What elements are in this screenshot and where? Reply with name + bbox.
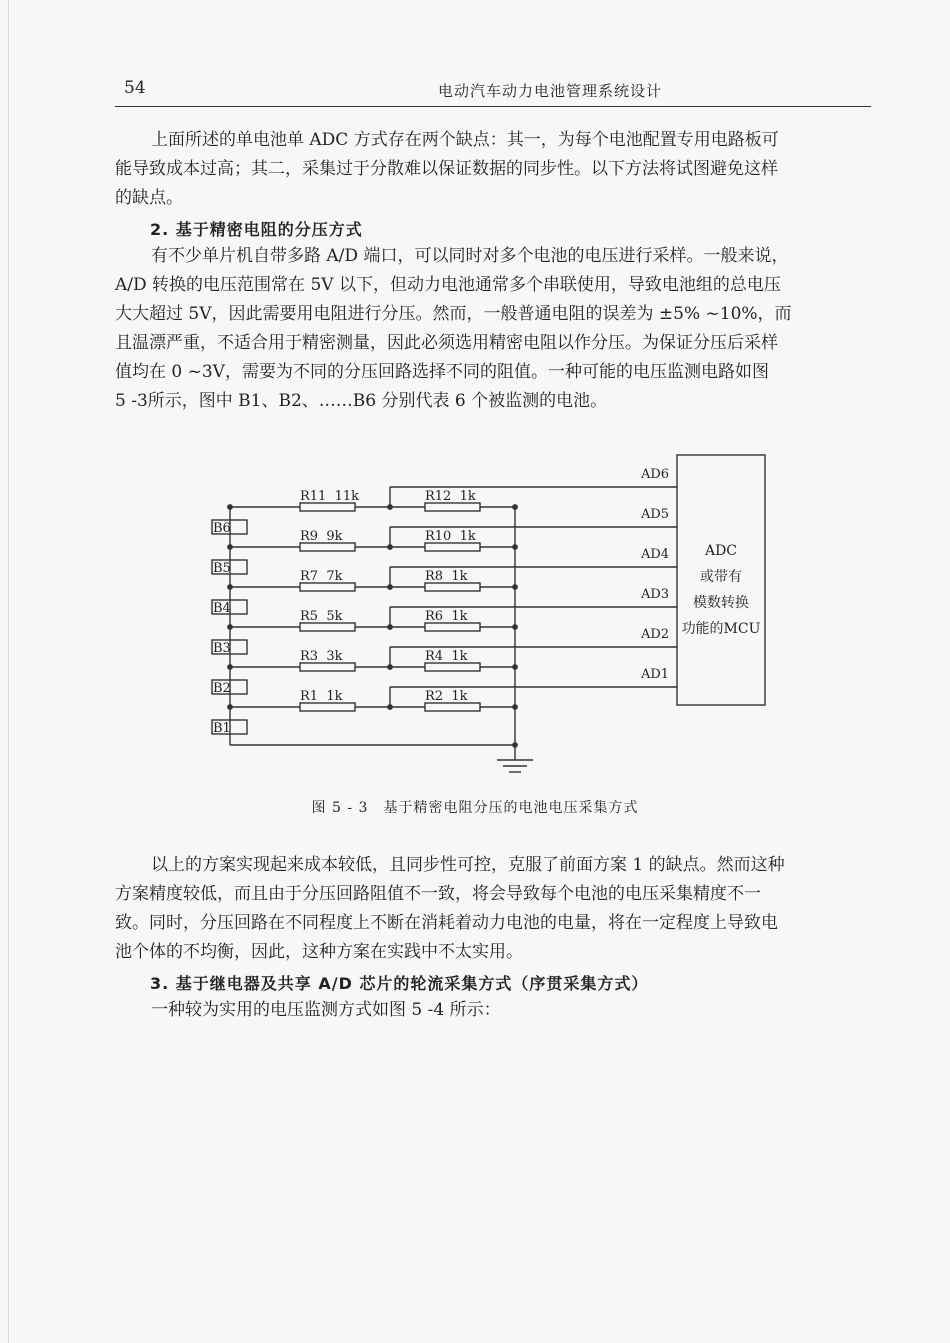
junction-dot [513,705,517,709]
figure-caption: 图 5 - 3 基于精密电阻分压的电池电压采集方式 [311,800,639,816]
junction-dot [228,545,232,549]
mcu-label-2: 或带有 [700,569,742,585]
junction-dot [513,505,517,509]
resistor-symbol [425,543,480,551]
text-line: 上面所述的单电池单 ADC 方式存在两个缺点：其一，为每个电池配置专用电路板可 [151,130,779,150]
junction-dot [513,585,517,589]
resistor-label: R5 5k [300,609,343,624]
page-number: 54 [124,78,146,98]
resistor-symbol [300,543,355,551]
junction-dot [513,625,517,629]
text-line: A/D 转换的电压范围常在 5V 以下，但动力电池通常多个串联使用，导致电池组的总电压 [115,275,781,295]
battery-label: B2 [213,681,231,696]
text-line: 5 -3所示，图中 B1、B2、……B6 分别代表 6 个被监测的电池。 [115,391,608,411]
resistor-label: R3 3k [300,649,343,664]
port-label: AD2 [641,627,670,642]
text-line: 有不少单片机自带多路 A/D 端口，可以同时对多个电池的电压进行采样。一般来说， [151,246,789,266]
mcu-label-3: 模数转换 [693,595,749,611]
resistor-label: R8 1k [425,569,468,584]
battery-label: B6 [213,521,231,536]
text-line: 值均在 0 ~3V，需要为不同的分压回路选择不同的阻值。一种可能的电压监测电路如图 [115,362,769,382]
paragraph-4 [115,996,871,1025]
running-header-title: 电动汽车动力电池管理系统设计 [437,82,662,100]
text-line: 且温漂严重，不适合用于精密测量，因此必须选用精密电阻以作分压。为保证分压后采样 [115,333,778,353]
battery-label: B3 [213,641,231,656]
resistor-symbol [425,503,480,511]
resistor-symbol [425,663,480,671]
resistor-label: R7 7k [300,569,343,584]
junction-dot [513,665,517,669]
resistor-symbol [300,503,355,511]
junction-dot [388,585,392,589]
battery-label: B1 [213,721,231,736]
junction-dot [388,665,392,669]
port-label: AD5 [641,507,670,522]
junction-dot [513,545,517,549]
section-heading-3: 3. 基于继电器及共享 A/D 芯片的轮流采集方式（序贯采集方式） [150,974,649,993]
junction-dot [513,743,517,747]
junction-dot [228,505,232,509]
junction-dot [388,625,392,629]
text-line: 以上的方案实现起来成本较低，且同步性可控，克服了前面方案 1 的缺点。然而这种 [151,855,785,875]
junction-dot [228,625,232,629]
resistor-label: R9 9k [300,529,343,544]
junction-dot [228,585,232,589]
resistor-label: R2 1k [425,689,468,704]
text-line: 一种较为实用的电压监测方式如图 5 -4 所示： [151,1000,501,1020]
resistor-symbol [425,623,480,631]
paragraph-3 [115,851,871,967]
text-line: 能导致成本过高；其二，采集过于分散难以保证数据的同步性。以下方法将试图避免这样 [115,159,778,179]
junction-dot [228,665,232,669]
port-label: AD6 [641,467,670,482]
text-line: 池个体的不均衡，因此，这种方案在实践中不太实用。 [115,942,523,962]
text-line: 的缺点。 [115,188,183,208]
resistor-symbol [300,703,355,711]
mcu-label-4: 功能的MCU [681,621,761,637]
resistor-label: R11 11k [300,489,360,504]
resistor-label: R1 1k [300,689,343,704]
resistor-label: R12 1k [425,489,476,504]
text-line: 方案精度较低，而且由于分压回路阻值不一致，将会导致每个电池的电压采集精度不一 [115,884,761,904]
junction-dot [388,545,392,549]
text-line: 致。同时，分压回路在不同程度上不断在消耗着动力电池的电量，将在一定程度上导致电 [115,913,778,933]
resistor-symbol [425,703,480,711]
resistor-symbol [300,623,355,631]
resistor-symbol [300,583,355,591]
port-label: AD4 [641,547,670,562]
resistor-label: R10 1k [425,529,476,544]
mcu-label-1: ADC [704,543,738,559]
text-line: 大大超过 5V，因此需要用电阻进行分压。然而，一般普通电阻的误差为 ±5% ~10%，而 [115,304,792,324]
resistor-label: R6 1k [425,609,468,624]
resistor-symbol [425,583,480,591]
port-label: AD3 [641,587,670,602]
junction-dot [388,705,392,709]
junction-dot [228,705,232,709]
battery-label: B4 [213,601,231,616]
port-label: AD1 [641,667,670,682]
resistor-symbol [300,663,355,671]
junction-dot [388,505,392,509]
battery-label: B5 [213,561,231,576]
resistor-label: R4 1k [425,649,468,664]
section-heading-2: 2. 基于精密电阻的分压方式 [150,220,363,239]
